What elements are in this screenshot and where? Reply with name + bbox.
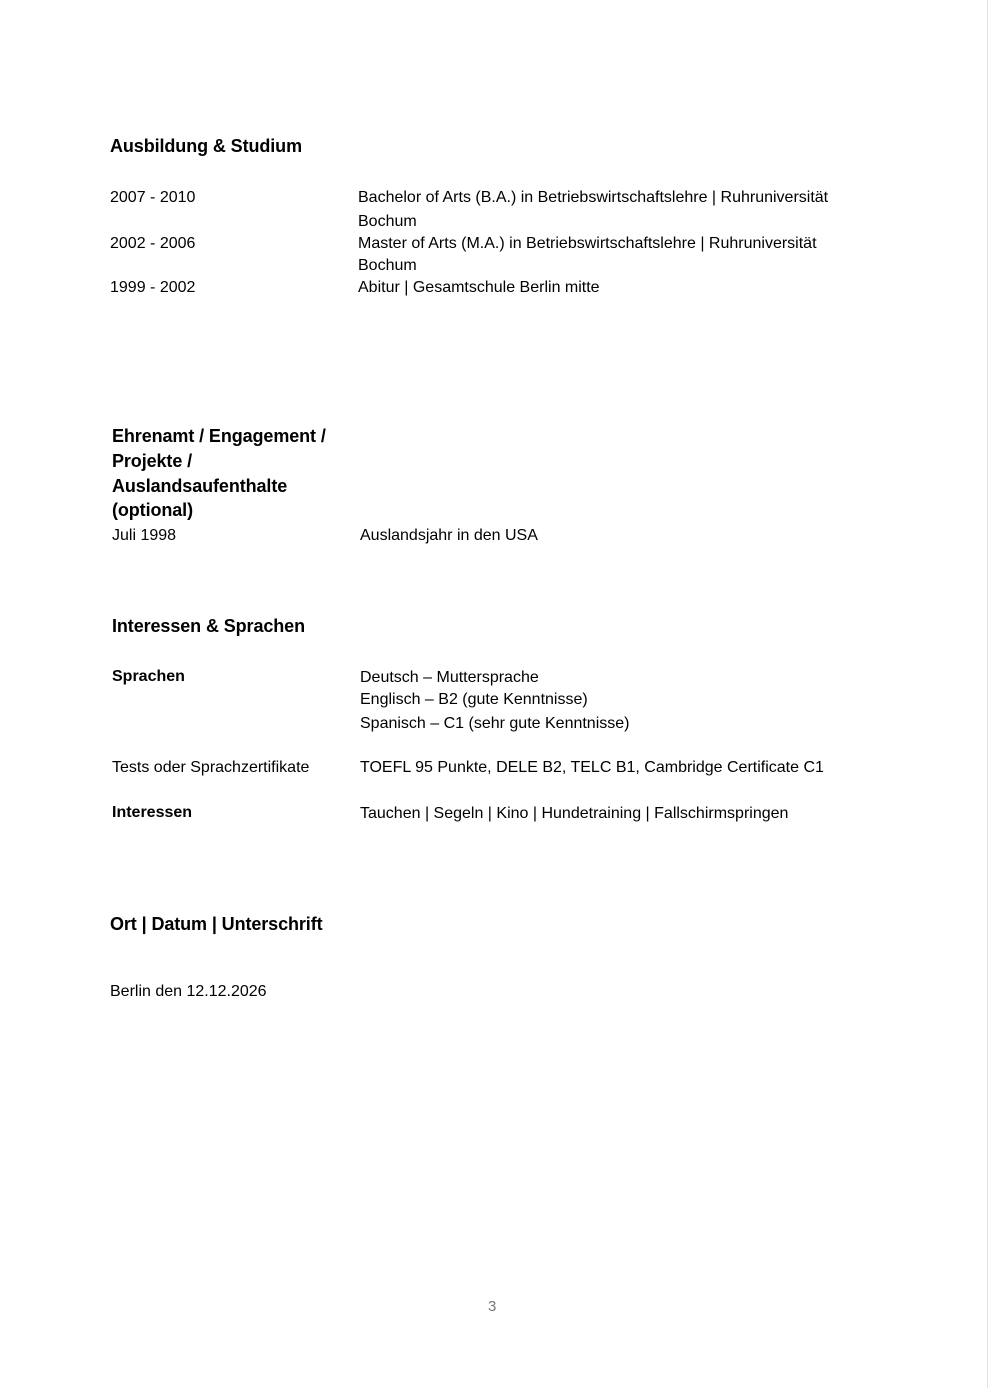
- language-item: Englisch – B2 (gute Kenntnisse): [360, 691, 588, 708]
- education-date-1: 2007 - 2010: [110, 189, 196, 206]
- page-number: 3: [488, 1298, 497, 1315]
- education-date-3: 1999 - 2002: [110, 279, 196, 296]
- tests-label: Tests oder Sprachzertifikate: [112, 759, 310, 776]
- education-desc-1-cont: Bochum: [358, 213, 417, 230]
- volunteer-date: Juli 1998: [112, 527, 177, 544]
- tests-value: TOEFL 95 Punkte, DELE B2, TELC B1, Cambridge Certificate C1: [360, 759, 824, 776]
- education-desc-1: Bachelor of Arts (B.A.) in Betriebswirtschaftslehre | Ruhruniversität: [358, 189, 829, 206]
- interests-label: Interessen: [112, 804, 193, 821]
- volunteer-heading-line-1: Ehrenamt / Engagement /: [112, 426, 326, 446]
- education-desc-3: Abitur | Gesamtschule Berlin mitte: [358, 279, 600, 296]
- education-desc-2-cont: Bochum: [358, 257, 417, 274]
- volunteer-desc: Auslandsjahr in den USA: [360, 527, 538, 544]
- language-item: Deutsch – Muttersprache: [360, 669, 539, 686]
- language-item: Spanisch – C1 (sehr gute Kenntnisse): [360, 715, 630, 732]
- place-date: Berlin den 12.12.2026: [110, 983, 267, 1000]
- volunteer-heading-line-3: Auslandsaufenthalte: [112, 476, 288, 496]
- languages-label: Sprachen: [112, 668, 185, 685]
- signature-heading: Ort | Datum | Unterschrift: [110, 914, 323, 934]
- interests-value: Tauchen | Segeln | Kino | Hundetraining | Fallschirmspringen: [360, 805, 789, 822]
- volunteer-heading-line-4: (optional): [112, 500, 193, 520]
- page-edge-divider: [987, 0, 988, 1388]
- education-desc-2: Master of Arts (M.A.) in Betriebswirtschaftslehre | Ruhruniversität: [358, 235, 817, 252]
- interests-heading: Interessen & Sprachen: [112, 616, 305, 636]
- volunteer-heading-line-2: Projekte /: [112, 451, 193, 471]
- education-heading: Ausbildung & Studium: [110, 136, 302, 156]
- education-date-2: 2002 - 2006: [110, 235, 196, 252]
